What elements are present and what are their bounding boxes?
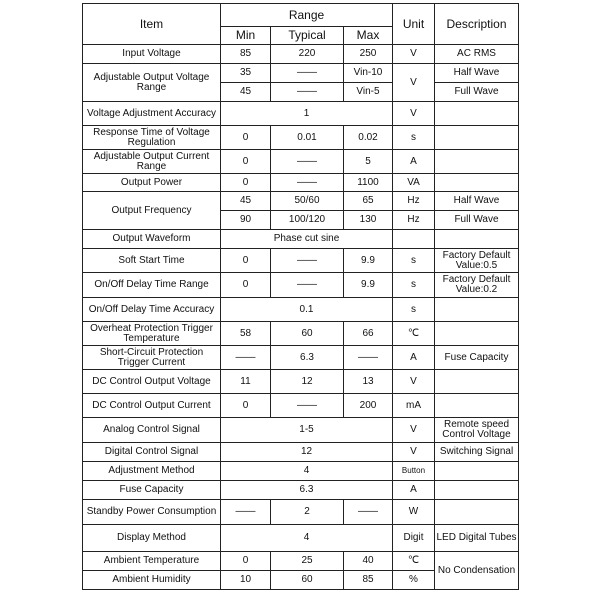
cell-unit: VA (393, 174, 435, 192)
item-output-power: Output Power (83, 174, 221, 192)
cell-description: AC RMS (435, 45, 519, 64)
cell-unit: V (393, 370, 435, 394)
cell-unit: ℃ (393, 552, 435, 571)
cell-max: 9.9 (344, 249, 393, 273)
cell-unit: A (393, 481, 435, 500)
table-row (83, 370, 519, 394)
cell-unit: ℃ (393, 322, 435, 346)
header-description: Description (435, 4, 519, 45)
table-row (83, 443, 519, 462)
cell-min: 85 (221, 45, 271, 64)
cell-description: LED Digital Tubes (435, 525, 519, 552)
item-dc-control-current: DC Control Output Current (83, 394, 221, 418)
cell-typical: 220 (271, 45, 344, 64)
item-output-frequency: Output Frequency (83, 192, 221, 230)
cell-min: 45 (221, 83, 271, 102)
item-analog-control-signal: Analog Control Signal (83, 418, 221, 443)
cell-typical: —— (271, 83, 344, 102)
cell-typical: 100/120 (271, 211, 344, 230)
cell-max: —— (344, 346, 393, 370)
cell-typical: —— (271, 64, 344, 83)
cell-min: —— (221, 500, 271, 525)
table-row (83, 346, 519, 370)
cell-unit: W (393, 500, 435, 525)
item-ambient-temperature: Ambient Temperature (83, 552, 221, 571)
cell-min: 45 (221, 192, 271, 211)
table-row (83, 273, 519, 298)
cell-unit: A (393, 150, 435, 174)
cell-value: 4 (221, 525, 393, 552)
cell-unit: V (393, 418, 435, 443)
cell-value: 6.3 (221, 481, 393, 500)
cell-min: 10 (221, 571, 271, 590)
cell-typical: 12 (271, 370, 344, 394)
table-row (83, 481, 519, 500)
cell-typical: —— (271, 249, 344, 273)
table-row (83, 462, 519, 481)
cell-max: —— (344, 500, 393, 525)
cell-description (435, 230, 519, 249)
cell-min: 0 (221, 552, 271, 571)
item-overheat-protection: Overheat Protection Trigger Temperature (83, 322, 221, 346)
cell-min: 35 (221, 64, 271, 83)
cell-description: Half Wave (435, 192, 519, 211)
cell-description: No Condensation (435, 552, 519, 590)
cell-unit: s (393, 273, 435, 298)
cell-min: 0 (221, 249, 271, 273)
cell-unit: Hz (393, 211, 435, 230)
cell-max: 1100 (344, 174, 393, 192)
item-voltage-adjustment-accuracy: Voltage Adjustment Accuracy (83, 102, 221, 126)
cell-min: 0 (221, 150, 271, 174)
cell-min: 11 (221, 370, 271, 394)
item-soft-start-time: Soft Start Time (83, 249, 221, 273)
cell-unit: V (393, 102, 435, 126)
cell-unit (393, 230, 435, 249)
table-row (83, 298, 519, 322)
cell-unit: s (393, 126, 435, 150)
cell-description (435, 174, 519, 192)
cell-max: 13 (344, 370, 393, 394)
table-row (83, 126, 519, 150)
table-row (83, 230, 519, 249)
cell-typical: 2 (271, 500, 344, 525)
cell-typical: 60 (271, 322, 344, 346)
cell-typical: 6.3 (271, 346, 344, 370)
cell-typical: —— (271, 174, 344, 192)
item-ambient-humidity: Ambient Humidity (83, 571, 221, 590)
cell-value: 1-5 (221, 418, 393, 443)
cell-min: 0 (221, 126, 271, 150)
table-row (83, 394, 519, 418)
cell-min: —— (221, 346, 271, 370)
cell-description (435, 126, 519, 150)
cell-description: Half Wave (435, 64, 519, 83)
cell-max: 66 (344, 322, 393, 346)
item-onoff-delay-accuracy: On/Off Delay Time Accuracy (83, 298, 221, 322)
cell-typical: —— (271, 273, 344, 298)
item-input-voltage: Input Voltage (83, 45, 221, 64)
cell-max: 85 (344, 571, 393, 590)
table-row (83, 249, 519, 273)
item-short-circuit-protection: Short-Circuit Protection Trigger Current (83, 346, 221, 370)
cell-max: 130 (344, 211, 393, 230)
cell-min: 0 (221, 394, 271, 418)
item-digital-control-signal: Digital Control Signal (83, 443, 221, 462)
cell-max: 200 (344, 394, 393, 418)
cell-unit: s (393, 298, 435, 322)
header-typical: Typical (271, 27, 344, 45)
cell-unit: V (393, 443, 435, 462)
cell-unit: Digit (393, 525, 435, 552)
cell-description (435, 481, 519, 500)
cell-description (435, 462, 519, 481)
cell-description (435, 102, 519, 126)
cell-description: Full Wave (435, 211, 519, 230)
cell-typical: —— (271, 394, 344, 418)
cell-unit: V (393, 64, 435, 102)
header-min: Min (221, 27, 271, 45)
cell-description (435, 370, 519, 394)
item-adjustable-output-current: Adjustable Output Current Range (83, 150, 221, 174)
cell-unit: mA (393, 394, 435, 418)
cell-value: 12 (221, 443, 393, 462)
cell-min: 0 (221, 174, 271, 192)
cell-description (435, 500, 519, 525)
cell-max: Vin-5 (344, 83, 393, 102)
cell-value: Phase cut sine (221, 230, 393, 249)
cell-min: 0 (221, 273, 271, 298)
cell-unit: % (393, 571, 435, 590)
table-row (83, 192, 519, 211)
header-item: Item (83, 4, 221, 45)
item-fuse-capacity: Fuse Capacity (83, 481, 221, 500)
cell-description (435, 322, 519, 346)
item-output-waveform: Output Waveform (83, 230, 221, 249)
item-display-method: Display Method (83, 525, 221, 552)
item-standby-power: Standby Power Consumption (83, 500, 221, 525)
cell-description (435, 394, 519, 418)
item-dc-control-voltage: DC Control Output Voltage (83, 370, 221, 394)
header-unit: Unit (393, 4, 435, 45)
cell-typical: 50/60 (271, 192, 344, 211)
table-row (83, 552, 519, 571)
item-response-time: Response Time of Voltage Regulation (83, 126, 221, 150)
cell-typical: 25 (271, 552, 344, 571)
header-range: Range (221, 4, 393, 27)
cell-description: Factory Default Value:0.2 (435, 273, 519, 298)
item-onoff-delay-range: On/Off Delay Time Range (83, 273, 221, 298)
cell-max: 250 (344, 45, 393, 64)
cell-max: 40 (344, 552, 393, 571)
table-row (83, 500, 519, 525)
cell-description: Factory Default Value:0.5 (435, 249, 519, 273)
cell-value: 0.1 (221, 298, 393, 322)
table-row (83, 322, 519, 346)
table-row (83, 45, 519, 64)
cell-typical: —— (271, 150, 344, 174)
table-row (83, 150, 519, 174)
cell-unit: V (393, 45, 435, 64)
cell-description (435, 150, 519, 174)
cell-max: 0.02 (344, 126, 393, 150)
item-adjustment-method: Adjustment Method (83, 462, 221, 481)
cell-value: 1 (221, 102, 393, 126)
cell-description: Remote speed Control Voltage (435, 418, 519, 443)
header-max: Max (344, 27, 393, 45)
cell-min: 58 (221, 322, 271, 346)
cell-max: 65 (344, 192, 393, 211)
cell-unit: A (393, 346, 435, 370)
table-row (83, 525, 519, 552)
item-adjustable-output-voltage: Adjustable Output Voltage Range (83, 64, 221, 102)
cell-value: 4 (221, 462, 393, 481)
cell-unit: Button (393, 462, 435, 481)
cell-description: Full Wave (435, 83, 519, 102)
header-row (83, 4, 519, 27)
cell-unit: s (393, 249, 435, 273)
cell-max: 5 (344, 150, 393, 174)
cell-unit: Hz (393, 192, 435, 211)
table-row (83, 418, 519, 443)
cell-description (435, 298, 519, 322)
cell-min: 90 (221, 211, 271, 230)
cell-typical: 0.01 (271, 126, 344, 150)
cell-max: Vin-10 (344, 64, 393, 83)
cell-description: Fuse Capacity (435, 346, 519, 370)
cell-typical: 60 (271, 571, 344, 590)
spec-table (82, 3, 519, 590)
cell-description: Switching Signal (435, 443, 519, 462)
table-row (83, 102, 519, 126)
table-row (83, 64, 519, 83)
table-row (83, 174, 519, 192)
cell-max: 9.9 (344, 273, 393, 298)
